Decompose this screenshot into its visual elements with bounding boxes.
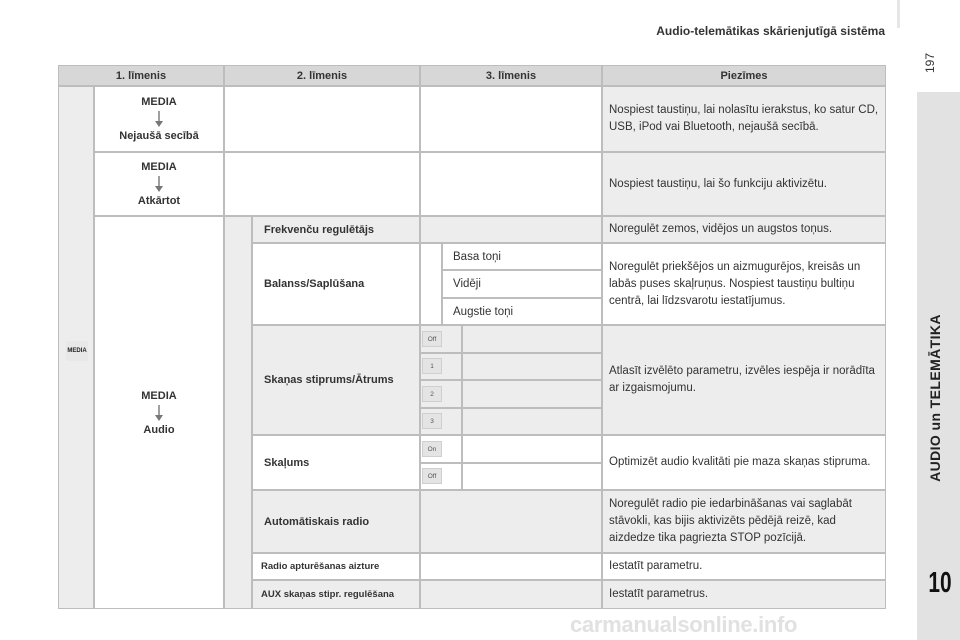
option-empty-cell [462, 380, 602, 408]
media-button-icon: MEDIA [66, 341, 88, 361]
on-button[interactable]: On [422, 441, 442, 457]
level3-empty-cell [420, 152, 602, 216]
page-number-text: 197 [923, 52, 937, 74]
watermark: carmanualsonline.info [570, 612, 798, 637]
equalizer-label: Frekvenču regulētājs [252, 216, 420, 243]
chapter-title [915, 248, 955, 548]
menu-path-bottom: Atkārtot [137, 195, 181, 207]
menu-path-random [94, 86, 224, 152]
option-empty-cell [462, 408, 602, 435]
level2-indent-cell [224, 216, 252, 609]
option-empty-cell [462, 435, 602, 463]
menu-path-top: MEDIA [141, 161, 177, 173]
note-auto-radio: Noregulēt radio pie iedarbināšanas vai saglabāt stāvokli, kas bijis aktivizēts pēdējā reizē, kad aizdedze tika pagriezta STOP pozīcijā. [602, 490, 886, 553]
menu-path-bottom: Nejaušā secībā [119, 130, 199, 142]
level3-empty-cell [420, 553, 602, 580]
note-loudness-speed: Atlasīt izvēlēto parametru, izvēles iespēja ir norādīta ar izgaismojumu. [602, 325, 886, 435]
page-header-title: Audio-telemātikas skārienjutīgā sistēma [656, 24, 885, 38]
off-button[interactable]: Off [422, 331, 442, 347]
column-header-level3: 3. līmenis [420, 65, 602, 86]
level-3-button[interactable]: 3 [422, 413, 442, 429]
radio-stop-delay-label: Radio apturēšanas aizture [252, 553, 420, 580]
header-divider [897, 0, 900, 28]
aux-volume-label: AUX skaņas stipr. regulēšana [252, 580, 420, 609]
level3-empty-cell [420, 580, 602, 609]
option-empty-cell [462, 463, 602, 490]
loudness-speed-label: Skaņas stiprums/Ātrums [252, 325, 420, 435]
menu-path-bottom: Audio [143, 423, 175, 436]
note-equalizer: Noregulēt zemos, vidējos un augstos toņus. [602, 216, 886, 243]
note-repeat: Nospiest taustiņu, lai šo funkciju aktivizētu. [602, 152, 886, 216]
option-empty-cell [462, 325, 602, 353]
page-number [921, 40, 939, 86]
level3-empty-cell [420, 86, 602, 152]
menu-path-audio [94, 216, 224, 609]
menu-path-repeat [94, 152, 224, 216]
chapter-number: 10 [928, 567, 952, 599]
option-mid: Vidēji [442, 270, 602, 298]
level3-indent-cell [420, 243, 442, 325]
menu-path-top: MEDIA [141, 389, 177, 402]
option-treble: Augstie toņi [442, 298, 602, 325]
column-header-level2: 2. līmenis [224, 65, 420, 86]
level3-empty-cell [420, 216, 602, 243]
arrow-down-icon [154, 176, 164, 192]
chapter-title-text: AUDIO un TELEMĀTIKA [927, 314, 943, 482]
auto-radio-label: Automātiskais radio [252, 490, 420, 553]
column-header-notes: Piezīmes [602, 65, 886, 86]
menu-table [58, 65, 886, 609]
option-bass: Basa toņi [442, 243, 602, 270]
note-random: Nospiest taustiņu, lai nolasītu ierakstus, ko satur CD, USB, iPod vai Bluetooth, nejaušā secībā. [602, 86, 886, 152]
note-loudness: Optimizēt audio kvalitāti pie maza skaņas stipruma. [602, 435, 886, 490]
loudness-label: Skaļums [252, 435, 420, 490]
level2-empty-cell [224, 86, 420, 152]
note-balance: Noregulēt priekšējos un aizmugurējos, kreisās un labās puses skaļruņus. Nospiest taustiņu bultiņu centrā, lai līdzsvarotu iestatījumus. [602, 243, 886, 325]
off-button[interactable]: Off [422, 468, 442, 484]
level-1-button[interactable]: 1 [422, 358, 442, 374]
option-empty-cell [462, 353, 602, 380]
column-header-level1: 1. līmenis [58, 65, 224, 86]
menu-path-top: MEDIA [141, 96, 177, 108]
balance-label: Balanss/Saplūšana [252, 243, 420, 325]
level-2-button[interactable]: 2 [422, 386, 442, 402]
arrow-down-icon [154, 405, 164, 421]
level3-empty-cell [420, 490, 602, 553]
note-aux-volume: Iestatīt parametrus. [602, 580, 886, 609]
arrow-down-icon [154, 111, 164, 127]
level2-empty-cell [224, 152, 420, 216]
note-radio-stop-delay: Iestatīt parametru. [602, 553, 886, 580]
